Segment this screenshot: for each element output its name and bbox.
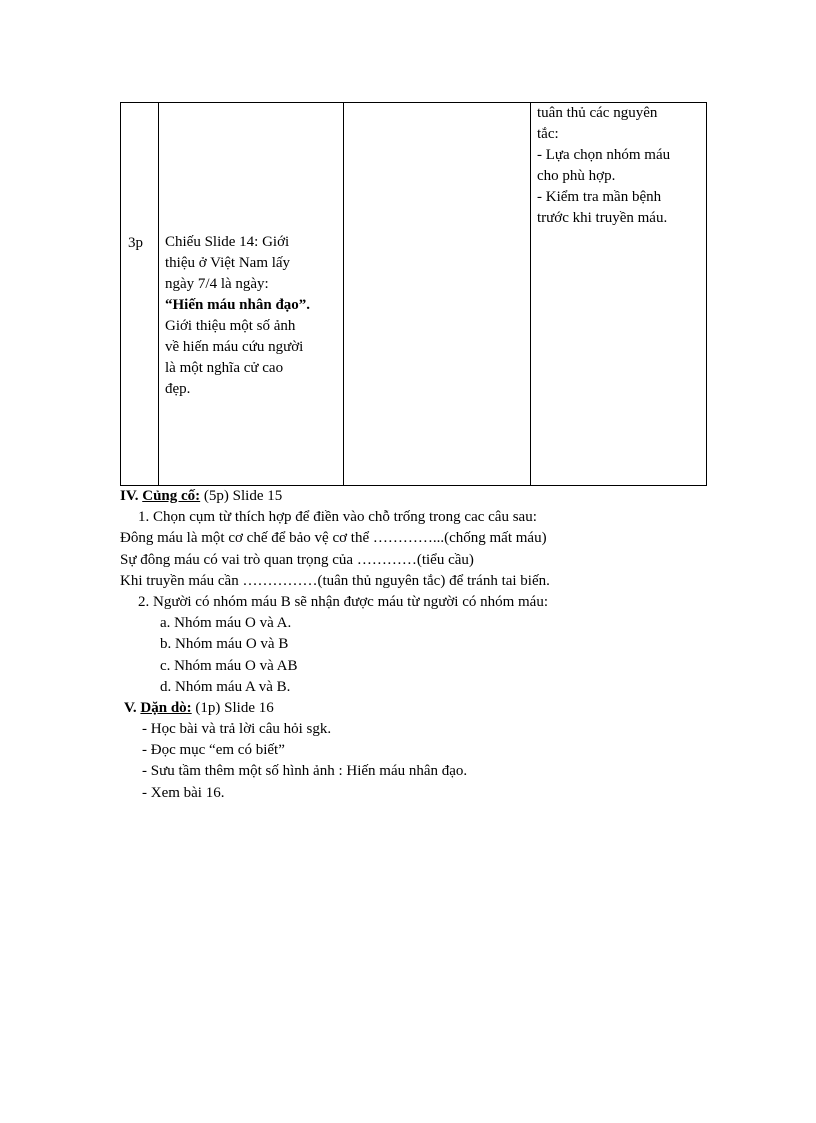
option-d: d. Nhóm máu A và B.	[160, 678, 291, 695]
teacher-line: Giới thiệu một số ảnh	[165, 318, 296, 334]
teacher-line: là một nghĩa cử cao	[165, 360, 284, 376]
homework-item: - Xem bài 16.	[142, 784, 225, 801]
homework-item: - Học bài và trả lời câu hỏi sgk.	[142, 721, 332, 738]
fill-sentence: Khi truyền máu cần ……………(tuân thủ nguyên tắc) để tránh tai biến.	[120, 572, 550, 589]
section-v-numeral: V.	[124, 699, 137, 716]
teacher-line: Chiếu Slide 14: Giới	[165, 234, 290, 250]
question-2: 2. Người có nhóm máu B sẽ nhận được máu từ người có nhóm máu:	[138, 593, 549, 610]
teacher-line: đẹp.	[165, 381, 191, 397]
time-value: 3p	[128, 235, 143, 251]
time-cell	[121, 103, 159, 486]
content-line: trước khi truyền máu.	[537, 210, 668, 226]
content-line: tuân thủ các nguyên	[537, 105, 658, 121]
student-activity-cell	[344, 103, 531, 486]
option-a: a. Nhóm máu O và A.	[160, 615, 292, 632]
content-line: - Kiểm tra mần bệnh	[537, 189, 662, 205]
content-line: cho phù hợp.	[537, 168, 616, 184]
content-text	[537, 103, 702, 229]
lesson-table	[120, 102, 707, 486]
content-line: - Lựa chọn nhóm máu	[537, 147, 671, 163]
section-iv-heading	[120, 486, 740, 507]
section-iv-detail: (5p) Slide 15	[203, 488, 283, 504]
section-iv-numeral: IV.	[120, 488, 139, 504]
option-c: c. Nhóm máu O và AB	[160, 657, 298, 674]
fill-sentence: Sự đông máu có vai trò quan trọng của …………(tiểu cầu)	[120, 551, 474, 568]
table-row	[121, 103, 707, 486]
section-iv-title: Củng cố:	[142, 488, 201, 504]
teacher-line: ngày 7/4 là ngày:	[165, 276, 269, 292]
homework-item: - Sưu tầm thêm một số hình ảnh : Hiến máu nhân đạo.	[142, 763, 468, 780]
section-v-heading	[120, 698, 740, 719]
lesson-body	[120, 486, 740, 804]
option-b: b. Nhóm máu O và B	[160, 636, 289, 653]
content-line: tắc:	[537, 126, 559, 142]
section-v-detail: (1p) Slide 16	[195, 699, 274, 716]
fill-sentence: Đông máu là một cơ chế để bảo vệ cơ thể …………...(chống mất máu)	[120, 530, 547, 547]
section-v-title: Dặn dò:	[140, 699, 192, 716]
teacher-line: về hiến máu cứu người	[165, 339, 304, 355]
content-cell	[531, 103, 707, 486]
teacher-highlight: “Hiến máu nhân đạo”.	[165, 297, 311, 313]
teacher-activity-text	[165, 232, 339, 400]
teacher-activity-cell	[159, 103, 344, 486]
teacher-line: thiệu ở Việt Nam lấy	[165, 255, 291, 271]
question-1: 1. Chọn cụm từ thích hợp để điền vào chỗ trống trong cac câu sau:	[138, 509, 537, 526]
homework-item: - Đọc mục “em có biết”	[142, 742, 285, 759]
